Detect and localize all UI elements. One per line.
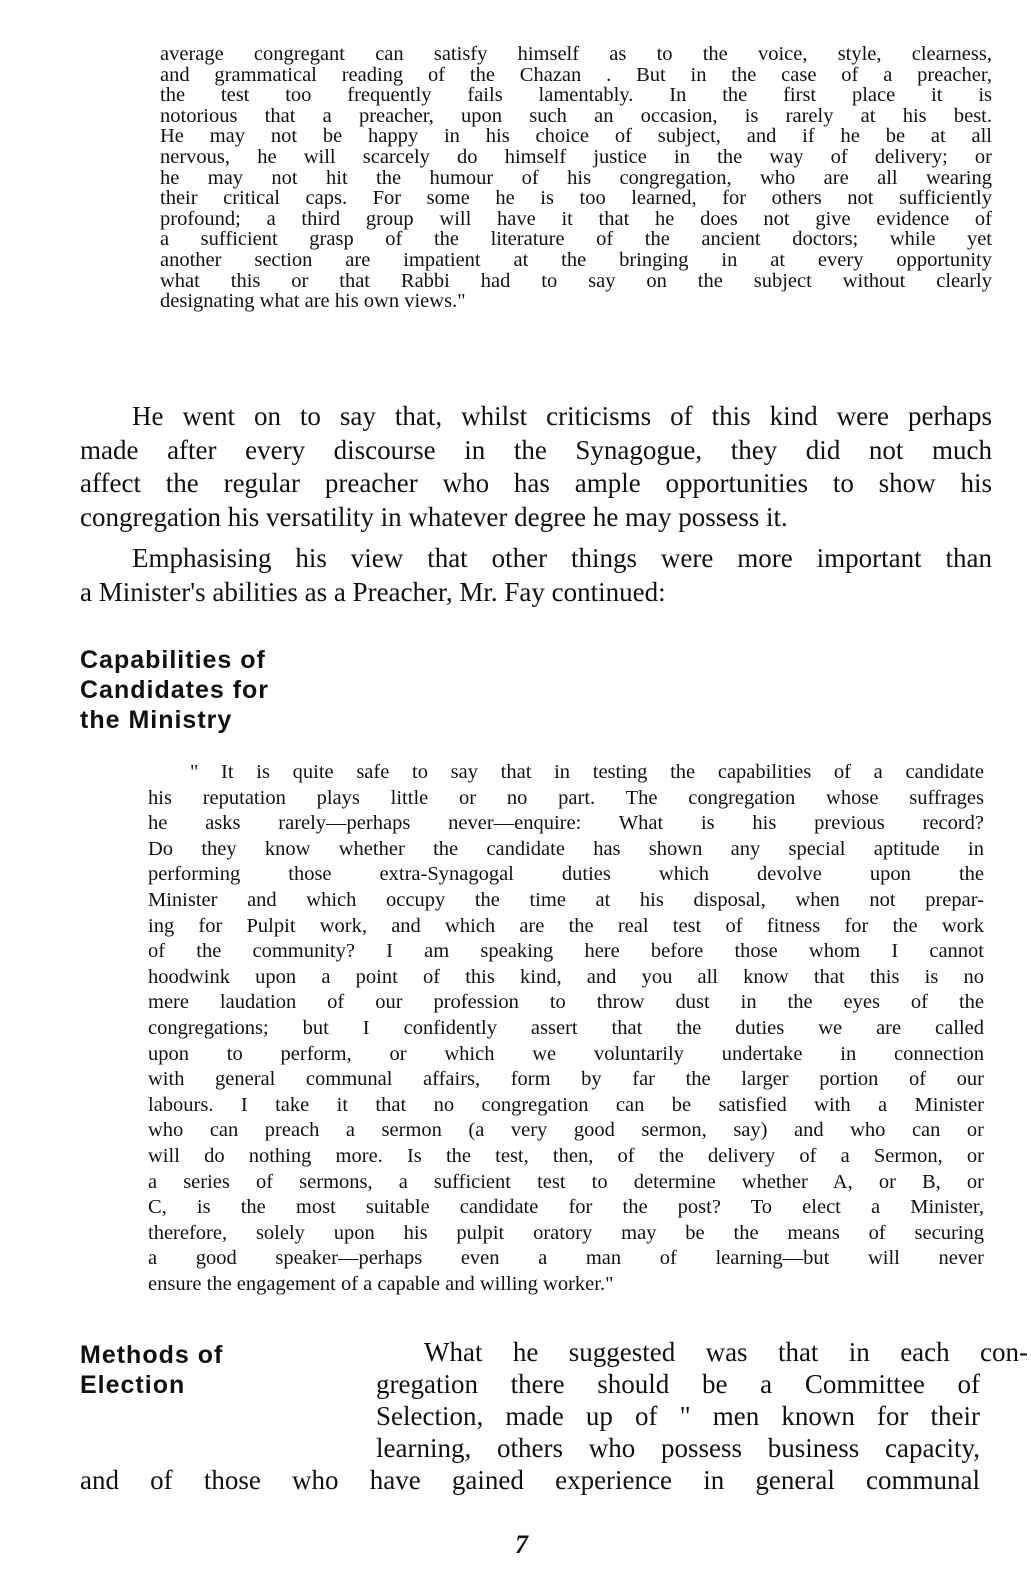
- quote-line: his reputation plays little or no part. The congregation whose suffrages: [148, 786, 984, 809]
- paragraph-line: a Minister's abilities as a Preacher, Mr. Fay continued:: [80, 576, 666, 607]
- paragraph-emphasising: [80, 542, 992, 609]
- paragraph-line: affect the regular preacher who has ample opportunities to show his: [80, 468, 992, 498]
- opening-quotation: [160, 44, 992, 312]
- quote-line: therefore, solely upon his pulpit oratory may be the means of securing: [148, 1221, 984, 1244]
- quote-line: he may not hit the humour of his congregation, who are all wearing: [160, 166, 992, 189]
- quote-line: who can preach a sermon (a very good sermon, say) and who can or: [148, 1119, 984, 1142]
- quote-line: a series of sermons, a sufficient test to determine whether A, or B, or: [148, 1170, 984, 1193]
- heading-line: Methods of: [80, 1341, 224, 1369]
- paragraph-line: Emphasising his view that other things were more important than: [132, 543, 992, 573]
- quote-line: congregations; but I confidently assert that the duties we are called: [148, 1016, 984, 1039]
- quote-line: the test too frequently fails lamentably. In the first place it is: [160, 84, 992, 107]
- quote-line: Do they know whether the candidate has shown any special aptitude in: [148, 837, 984, 860]
- paragraph-criticisms: [80, 400, 992, 534]
- page-number: 7: [515, 1530, 528, 1559]
- paragraph-line: He went on to say that, whilst criticisms of this kind were perhaps: [132, 401, 992, 431]
- quote-line: labours. I take it that no congregation can be satisfied with a Minister: [148, 1093, 984, 1116]
- quote-line: notorious that a preacher, upon such an occasion, is rarely at his best.: [160, 104, 992, 127]
- quote-line: of the community? I am speaking here before those whom I cannot: [148, 940, 984, 963]
- quote-line: He may not be happy in his choice of subject, and if he be at all: [160, 125, 992, 148]
- paragraph-line: made after every discourse in the Synagogue, they did not much: [80, 434, 992, 465]
- quote-line: upon to perform, or which we voluntarily undertake in connection: [148, 1042, 984, 1065]
- quote-line: will do nothing more. Is the test, then, of the delivery of a Sermon, or: [148, 1144, 984, 1167]
- quote-line: mere laudation of our profession to throw dust in the eyes of the: [148, 991, 984, 1014]
- paragraph-line: congregation his versatility in whatever degree he may possess it.: [80, 501, 788, 532]
- quote-line: and grammatical reading of the Chazan . But in the case of a preacher,: [160, 63, 992, 86]
- quote-line: profound; a third group will have it that he does not give evidence of: [160, 207, 992, 230]
- quote-line: average congregant can satisfy himself as to the voice, style, clearness,: [160, 43, 992, 65]
- quote-line: their critical caps. For some he is too learned, for others not sufficiently: [160, 187, 992, 210]
- quote-line: he asks rarely—perhaps never—enquire: What is his previous record?: [148, 812, 984, 835]
- quote-line: ensure the engagement of a capable and willing worker.": [148, 1272, 614, 1295]
- heading-line: Capabilities of: [80, 646, 266, 674]
- heading-line: Election: [80, 1371, 186, 1399]
- heading-line: the Ministry: [80, 706, 233, 734]
- quote-line: performing those extra-Synagogal duties which devolve upon the: [148, 863, 984, 886]
- quote-line: designating what are his own views.": [160, 290, 466, 313]
- quote-line: what this or that Rabbi had to say on the subject without clearly: [160, 269, 992, 292]
- paragraph-line: gregation there should be a Committee of: [376, 1369, 980, 1399]
- quote-line: C, is the most suitable candidate for the post? To elect a Minister,: [148, 1196, 984, 1219]
- quote-line: hoodwink upon a point of this kind, and you all know that this is no: [148, 965, 984, 988]
- capabilities-quotation: [148, 760, 984, 1297]
- quote-line: ing for Pulpit work, and which are the real test of fitness for the work: [148, 914, 984, 937]
- section-heading-capabilities: [80, 645, 269, 735]
- quote-line: " It is quite safe to say that in testing the capabilities of a candidate: [190, 761, 984, 783]
- paragraph-suggestion: [80, 1336, 1028, 1496]
- quote-line: a sufficient grasp of the literature of the ancient doctors; while yet: [160, 228, 992, 251]
- quote-line: another section are impatient at the bringing in at every opportunity: [160, 248, 992, 271]
- paragraph-line: What he suggested was that in each con-: [424, 1337, 1028, 1367]
- paragraph-line: learning, others who possess business capacity,: [376, 1433, 980, 1463]
- quote-line: with general communal affairs, form by far the larger portion of our: [148, 1068, 984, 1091]
- paragraph-line: and of those who have gained experience in general communal: [80, 1465, 980, 1495]
- quote-line: nervous, he will scarcely do himself justice in the way of delivery; or: [160, 145, 992, 168]
- quote-line: Minister and which occupy the time at his disposal, when not prepar-: [148, 888, 984, 911]
- heading-line: Candidates for: [80, 676, 270, 704]
- paragraph-line: Selection, made up of " men known for their: [376, 1401, 980, 1431]
- quote-line: a good speaker—perhaps even a man of learning—but will never: [148, 1247, 984, 1270]
